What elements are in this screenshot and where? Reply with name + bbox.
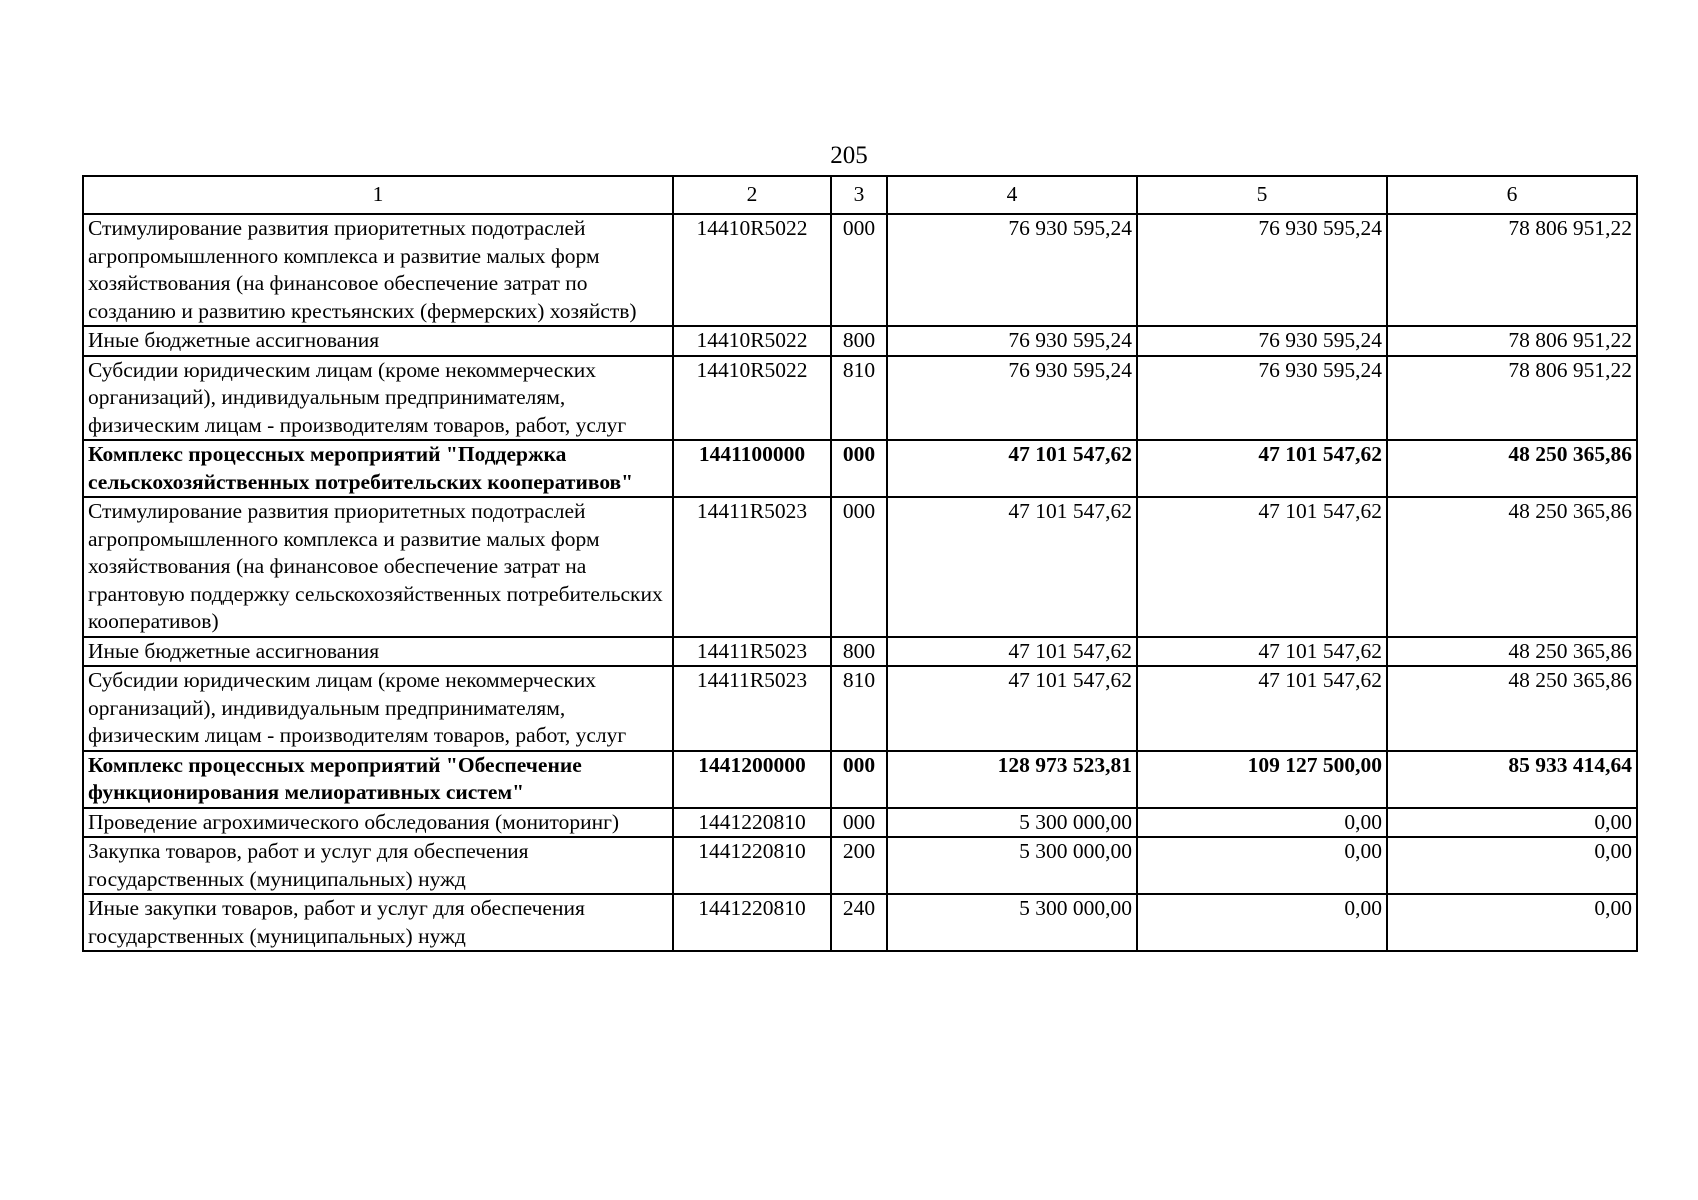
row-expense-type: 800 bbox=[831, 326, 887, 356]
table-row bbox=[83, 637, 1637, 667]
table-row bbox=[83, 326, 1637, 356]
row-amount-col4: 76 930 595,24 bbox=[887, 214, 1137, 326]
column-header: 4 bbox=[887, 176, 1137, 214]
row-amount-col5: 47 101 547,62 bbox=[1137, 666, 1387, 751]
row-amount-col5: 76 930 595,24 bbox=[1137, 356, 1387, 441]
row-amount-col5: 0,00 bbox=[1137, 837, 1387, 894]
page-number: 205 bbox=[830, 142, 868, 169]
row-amount-col5: 47 101 547,62 bbox=[1137, 637, 1387, 667]
row-expense-type: 000 bbox=[831, 751, 887, 808]
row-amount-col5: 47 101 547,62 bbox=[1137, 440, 1387, 497]
row-amount-col5: 0,00 bbox=[1137, 808, 1387, 838]
row-amount-col6: 0,00 bbox=[1387, 837, 1637, 894]
row-expense-type: 810 bbox=[831, 356, 887, 441]
row-amount-col6: 78 806 951,22 bbox=[1387, 326, 1637, 356]
table-row bbox=[83, 894, 1637, 951]
row-name: Иные бюджетные ассигнования bbox=[83, 326, 673, 356]
row-name: Стимулирование развития приоритетных подотраслей агропромышленного комплекса и развитие малых форм хозяйствования (на финансовое обеспечение затрат на грантовую поддержку сельскохозяйственных потребительских кооперативов) bbox=[83, 497, 673, 637]
row-amount-col4: 47 101 547,62 bbox=[887, 666, 1137, 751]
row-amount-col4: 47 101 547,62 bbox=[887, 637, 1137, 667]
row-amount-col4: 5 300 000,00 bbox=[887, 894, 1137, 951]
table-row-section bbox=[83, 751, 1637, 808]
row-name: Субсидии юридическим лицам (кроме некоммерческих организаций), индивидуальным предпринимателям, физическим лицам - производителям товаров, работ, услуг bbox=[83, 356, 673, 441]
row-expense-type: 800 bbox=[831, 637, 887, 667]
row-expense-type: 810 bbox=[831, 666, 887, 751]
row-amount-col4: 5 300 000,00 bbox=[887, 808, 1137, 838]
table-row bbox=[83, 214, 1637, 326]
row-amount-col6: 48 250 365,86 bbox=[1387, 666, 1637, 751]
column-header: 2 bbox=[673, 176, 831, 214]
row-name: Иные закупки товаров, работ и услуг для обеспечения государственных (муниципальных) нужд bbox=[83, 894, 673, 951]
row-amount-col6: 0,00 bbox=[1387, 894, 1637, 951]
row-code: 1441220810 bbox=[673, 894, 831, 951]
row-amount-col4: 76 930 595,24 bbox=[887, 356, 1137, 441]
table-row bbox=[83, 666, 1637, 751]
row-code: 1441220810 bbox=[673, 837, 831, 894]
row-amount-col5: 47 101 547,62 bbox=[1137, 497, 1387, 637]
row-amount-col5: 76 930 595,24 bbox=[1137, 214, 1387, 326]
row-amount-col4: 128 973 523,81 bbox=[887, 751, 1137, 808]
row-name: Проведение агрохимического обследования (мониторинг) bbox=[83, 808, 673, 838]
column-header: 5 bbox=[1137, 176, 1387, 214]
row-code: 1441200000 bbox=[673, 751, 831, 808]
row-code: 14410R5022 bbox=[673, 356, 831, 441]
row-name: Комплекс процессных мероприятий "Обеспечение функционирования мелиоративных систем" bbox=[83, 751, 673, 808]
row-amount-col5: 76 930 595,24 bbox=[1137, 326, 1387, 356]
row-expense-type: 000 bbox=[831, 808, 887, 838]
table-row bbox=[83, 837, 1637, 894]
table-row-section bbox=[83, 440, 1637, 497]
row-amount-col4: 5 300 000,00 bbox=[887, 837, 1137, 894]
row-name: Комплекс процессных мероприятий "Поддержка сельскохозяйственных потребительских кооперативов" bbox=[83, 440, 673, 497]
row-code: 14410R5022 bbox=[673, 214, 831, 326]
row-expense-type: 200 bbox=[831, 837, 887, 894]
row-code: 1441100000 bbox=[673, 440, 831, 497]
row-amount-col6: 78 806 951,22 bbox=[1387, 214, 1637, 326]
table-row bbox=[83, 808, 1637, 838]
row-amount-col6: 48 250 365,86 bbox=[1387, 497, 1637, 637]
row-code: 14410R5022 bbox=[673, 326, 831, 356]
row-name: Стимулирование развития приоритетных подотраслей агропромышленного комплекса и развитие малых форм хозяйствования (на финансовое обеспечение затрат по созданию и развитию крестьянских (фермерских) хозяйств) bbox=[83, 214, 673, 326]
row-name: Закупка товаров, работ и услуг для обеспечения государственных (муниципальных) нужд bbox=[83, 837, 673, 894]
row-amount-col6: 78 806 951,22 bbox=[1387, 356, 1637, 441]
row-amount-col5: 109 127 500,00 bbox=[1137, 751, 1387, 808]
row-expense-type: 000 bbox=[831, 497, 887, 637]
row-name: Иные бюджетные ассигнования bbox=[83, 637, 673, 667]
budget-table bbox=[82, 175, 1638, 952]
row-amount-col6: 85 933 414,64 bbox=[1387, 751, 1637, 808]
column-header: 6 bbox=[1387, 176, 1637, 214]
row-name: Субсидии юридическим лицам (кроме некоммерческих организаций), индивидуальным предпринимателям, физическим лицам - производителям товаров, работ, услуг bbox=[83, 666, 673, 751]
row-amount-col5: 0,00 bbox=[1137, 894, 1387, 951]
row-amount-col4: 47 101 547,62 bbox=[887, 440, 1137, 497]
row-amount-col6: 48 250 365,86 bbox=[1387, 637, 1637, 667]
row-code: 14411R5023 bbox=[673, 637, 831, 667]
row-code: 14411R5023 bbox=[673, 666, 831, 751]
row-amount-col6: 0,00 bbox=[1387, 808, 1637, 838]
row-amount-col4: 47 101 547,62 bbox=[887, 497, 1137, 637]
row-code: 1441220810 bbox=[673, 808, 831, 838]
row-amount-col6: 48 250 365,86 bbox=[1387, 440, 1637, 497]
table-row bbox=[83, 356, 1637, 441]
header-row bbox=[83, 176, 1637, 214]
row-code: 14411R5023 bbox=[673, 497, 831, 637]
table-row bbox=[83, 497, 1637, 637]
row-expense-type: 000 bbox=[831, 440, 887, 497]
column-header: 3 bbox=[831, 176, 887, 214]
row-expense-type: 240 bbox=[831, 894, 887, 951]
row-amount-col4: 76 930 595,24 bbox=[887, 326, 1137, 356]
column-header: 1 bbox=[83, 176, 673, 214]
row-expense-type: 000 bbox=[831, 214, 887, 326]
